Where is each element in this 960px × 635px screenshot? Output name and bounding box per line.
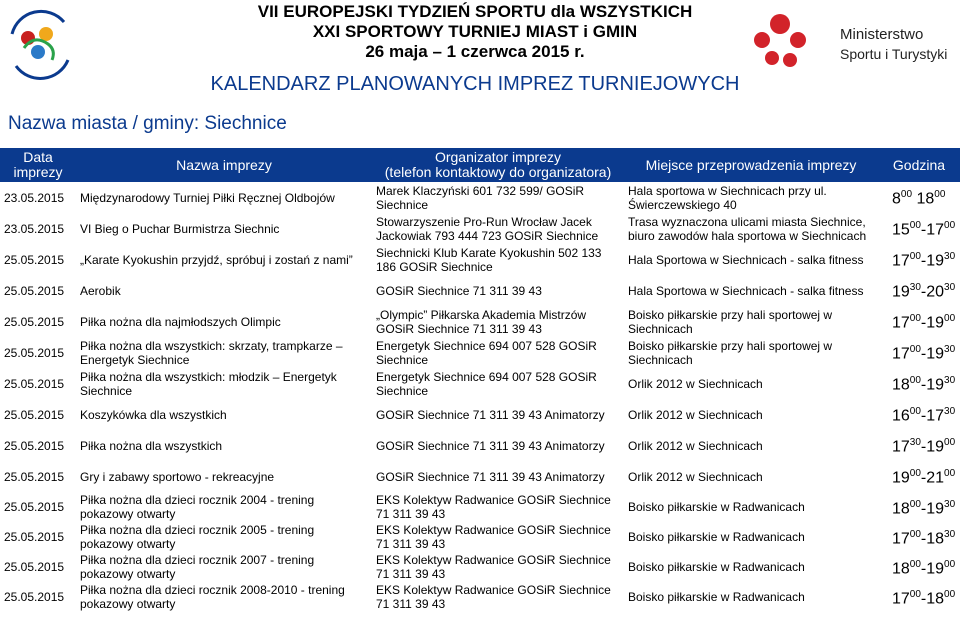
event-date: 23.05.2015 bbox=[4, 221, 65, 236]
title-line2: XXI SPORTOWY TURNIEJ MIAST i GMIN bbox=[312, 22, 638, 41]
event-date: 25.05.2015 bbox=[4, 530, 65, 544]
event-date: 25.05.2015 bbox=[4, 376, 65, 391]
event-name: Piłka nożna dla dzieci rocznik 2004 - trening pokazowy otwarty bbox=[80, 493, 315, 521]
event-name: Aerobik bbox=[80, 283, 121, 298]
event-hour bbox=[878, 492, 960, 522]
hour-h1: 18 bbox=[892, 500, 910, 518]
event-hour bbox=[878, 399, 960, 430]
event-organizer: „Olympic” Piłkarska Akademia Mistrzów GOSiR Siechnice 71 311 39 43 bbox=[376, 307, 587, 336]
hour-h2: 20 bbox=[926, 283, 945, 301]
col-date: Data imprezy bbox=[0, 148, 76, 182]
event-organizer: Siechnicki Klub Karate Kyokushin 502 133 186 GOSiR Siechnice bbox=[376, 245, 602, 274]
table-row bbox=[0, 213, 960, 244]
ministry-logo bbox=[752, 6, 952, 76]
hour-s2: 30 bbox=[944, 498, 956, 510]
event-organizer: EKS Kolektyw Radwanice GOSiR Siechnice 71 311 39 43 bbox=[376, 523, 611, 551]
hour-s1: 00 bbox=[909, 558, 921, 570]
event-name: Piłka nożna dla wszystkich: młodzik – Energetyk Siechnice bbox=[80, 369, 337, 398]
hour-h1: 19 bbox=[892, 283, 910, 301]
col-name: Nazwa imprezy bbox=[76, 148, 372, 182]
hour-s1: 00 bbox=[909, 375, 921, 387]
hour-h1: 17 bbox=[892, 438, 910, 456]
event-name: Piłka nożna dla najmłodszych Olimpic bbox=[80, 314, 281, 329]
hour-sep: - bbox=[920, 252, 927, 270]
event-name: Piłka nożna dla dzieci rocznik 2008-2010 - trening pokazowy otwarty bbox=[80, 583, 345, 611]
event-place: Orlik 2012 w Siechnicach bbox=[628, 469, 763, 484]
event-hour bbox=[878, 522, 960, 552]
event-organizer: GOSiR Siechnice 71 311 39 43 Animatorzy bbox=[376, 407, 605, 422]
event-name: Piłka nożna dla dzieci rocznik 2007 - trening pokazowy otwarty bbox=[80, 553, 315, 581]
event-name: Gry i zabawy sportowo - rekreacyjne bbox=[80, 469, 275, 484]
hour-h1: 16 bbox=[892, 407, 910, 425]
event-name: „Karate Kyokushin przyjdź, spróbuj i zostań z nami” bbox=[80, 252, 353, 267]
table-row bbox=[0, 306, 960, 337]
hour-h2: 19 bbox=[926, 438, 945, 456]
event-hour bbox=[878, 337, 960, 368]
event-name: Koszykówka dla wszystkich bbox=[80, 407, 227, 422]
hour-sep: - bbox=[920, 345, 927, 363]
event-hour bbox=[878, 461, 960, 492]
event-organizer: GOSiR Siechnice 71 311 39 43 bbox=[376, 283, 542, 298]
hour-h2: 18 bbox=[926, 530, 945, 548]
event-name: Międzynarodowy Turniej Piłki Ręcznej Oldbojów bbox=[80, 190, 335, 205]
hour-h1: 18 bbox=[892, 376, 910, 394]
hour-h1: 17 bbox=[892, 345, 910, 363]
event-hour bbox=[878, 306, 960, 337]
hour-s2: 00 bbox=[944, 588, 956, 600]
hour-s1: 00 bbox=[909, 313, 921, 325]
table-row bbox=[0, 244, 960, 275]
hour-sep: - bbox=[920, 469, 927, 487]
hour-s1: 00 bbox=[909, 251, 921, 263]
hour-sep: - bbox=[920, 590, 927, 608]
col-place: Miejsce przeprowadzenia imprezy bbox=[624, 148, 878, 182]
event-place: Orlik 2012 w Siechnicach bbox=[628, 407, 763, 422]
event-date: 25.05.2015 bbox=[4, 500, 65, 514]
event-hour bbox=[878, 244, 960, 275]
hour-h2: 18 bbox=[926, 590, 945, 608]
event-name: Piłka nożna dla dzieci rocznik 2005 - trening pokazowy otwarty bbox=[80, 523, 315, 551]
hour-h2: 19 bbox=[926, 252, 945, 270]
hour-s1: 30 bbox=[909, 437, 921, 449]
event-place: Boisko piłkarskie przy hali sportowej w Siechnicach bbox=[628, 307, 833, 336]
hour-sep: - bbox=[920, 560, 927, 578]
hour-h2: 19 bbox=[926, 376, 945, 394]
hour-h2: 19 bbox=[926, 314, 945, 332]
event-organizer: GOSiR Siechnice 71 311 39 43 Animatorzy bbox=[376, 438, 605, 453]
event-hour bbox=[878, 182, 960, 213]
table-row bbox=[0, 582, 960, 612]
event-date: 25.05.2015 bbox=[4, 314, 65, 329]
hour-h1: 8 bbox=[892, 190, 901, 208]
hour-sep: - bbox=[920, 314, 927, 332]
event-date: 25.05.2015 bbox=[4, 345, 65, 360]
hour-s2: 00 bbox=[944, 313, 956, 325]
title-line1: VII EUROPEJSKI TYDZIEŃ SPORTU dla WSZYSTKICH bbox=[257, 2, 693, 21]
hour-s2: 30 bbox=[944, 375, 956, 387]
hour-s2: 00 bbox=[944, 558, 956, 570]
events-table bbox=[0, 148, 960, 612]
hour-s1: 00 bbox=[909, 468, 921, 480]
hour-h1: 19 bbox=[892, 469, 910, 487]
document-header bbox=[0, 0, 960, 140]
event-place: Hala sportowa w Siechnicach przy ul. Świerczewskiego 40 bbox=[628, 183, 827, 212]
hour-sep: - bbox=[920, 221, 927, 239]
hour-h1: 17 bbox=[892, 530, 910, 548]
event-name: Piłka nożna dla wszystkich: skrzaty, trampkarze – Energetyk Siechnice bbox=[80, 338, 343, 367]
hour-s2: 00 bbox=[934, 189, 946, 201]
hour-s2: 00 bbox=[944, 468, 956, 480]
hour-s1: 00 bbox=[900, 189, 913, 201]
hour-s1: 00 bbox=[909, 588, 921, 600]
table-row bbox=[0, 461, 960, 492]
event-organizer: Energetyk Siechnice 694 007 528 GOSiR Siechnice bbox=[376, 369, 597, 398]
table-row bbox=[0, 275, 960, 306]
event-place: Hala Sportowa w Siechnicach - salka fitness bbox=[628, 283, 864, 298]
event-hour bbox=[878, 552, 960, 582]
event-date: 25.05.2015 bbox=[4, 283, 65, 298]
event-place: Orlik 2012 w Siechnicach bbox=[628, 438, 763, 453]
hour-s1: 00 bbox=[909, 344, 921, 356]
hour-s2: 30 bbox=[944, 528, 956, 540]
event-place: Boisko piłkarskie w Radwanicach bbox=[628, 560, 805, 574]
hour-h2: 19 bbox=[926, 500, 945, 518]
col-hour: Godzina bbox=[878, 148, 960, 182]
table-row bbox=[0, 430, 960, 461]
table-row bbox=[0, 337, 960, 368]
event-date: 25.05.2015 bbox=[4, 469, 65, 484]
event-name: VI Bieg o Puchar Burmistrza Siechnic bbox=[80, 221, 280, 236]
hour-s2: 30 bbox=[944, 406, 956, 418]
col-organizer: Organizator imprezy (telefon kontaktowy do organizatora) bbox=[372, 148, 624, 182]
hour-s2: 30 bbox=[944, 251, 956, 263]
city-name: Nazwa miasta / gminy: Siechnice bbox=[8, 113, 287, 134]
event-organizer: EKS Kolektyw Radwanice GOSiR Siechnice 71 311 39 43 bbox=[376, 583, 611, 611]
hour-sep: - bbox=[920, 407, 927, 425]
hour-h2: 19 bbox=[926, 345, 945, 363]
event-place: Boisko piłkarskie w Radwanicach bbox=[628, 530, 805, 544]
event-name: Piłka nożna dla wszystkich bbox=[80, 438, 223, 453]
hour-h2: 17 bbox=[926, 221, 945, 239]
event-place: Boisko piłkarskie w Radwanicach bbox=[628, 590, 805, 604]
hour-sep: - bbox=[920, 438, 927, 456]
event-organizer: EKS Kolektyw Radwanice GOSiR Siechnice 71 311 39 43 bbox=[376, 493, 611, 521]
event-organizer: Stowarzyszenie Pro-Run Wrocław Jacek Jackowiak 793 444 723 GOSiR Siechnice bbox=[376, 214, 599, 243]
title-block bbox=[190, 2, 760, 96]
hour-s1: 30 bbox=[909, 282, 921, 294]
hour-h2: 19 bbox=[926, 560, 945, 578]
table-row bbox=[0, 399, 960, 430]
hour-sep: - bbox=[920, 530, 927, 548]
ministry-emblem-icon bbox=[752, 10, 832, 72]
event-date: 25.05.2015 bbox=[4, 438, 65, 453]
event-hour bbox=[878, 213, 960, 244]
event-hour bbox=[878, 430, 960, 461]
hour-s1: 00 bbox=[909, 220, 921, 232]
hour-h2: 17 bbox=[926, 407, 945, 425]
event-date: 23.05.2015 bbox=[4, 190, 65, 205]
table-row bbox=[0, 552, 960, 582]
event-hour bbox=[878, 275, 960, 306]
ministry-name-line1: Ministerstwo bbox=[840, 26, 924, 43]
hour-s2: 30 bbox=[944, 344, 956, 356]
hour-h1: 17 bbox=[892, 314, 910, 332]
event-place: Boisko piłkarskie w Radwanicach bbox=[628, 500, 805, 514]
table-row bbox=[0, 368, 960, 399]
hour-sep: - bbox=[920, 283, 927, 301]
hour-h2: 18 bbox=[916, 190, 935, 208]
hour-h1: 17 bbox=[892, 590, 910, 608]
event-place: Trasa wyznaczona ulicami miasta Siechnice, biuro zawodów hala sportowa w Siechnicach bbox=[628, 214, 867, 243]
hour-h1: 18 bbox=[892, 560, 910, 578]
event-organizer: Marek Klaczyński 601 732 599/ GOSiR Siechnice bbox=[376, 183, 585, 212]
event-organizer: GOSiR Siechnice 71 311 39 43 Animatorzy bbox=[376, 469, 605, 484]
hour-sep: - bbox=[920, 376, 927, 394]
event-date: 25.05.2015 bbox=[4, 590, 65, 604]
ministry-name-line2: Sportu i Turystyki bbox=[840, 46, 948, 62]
event-date: 25.05.2015 bbox=[4, 560, 65, 574]
title-line3: 26 maja – 1 czerwca 2015 r. bbox=[365, 42, 585, 61]
federation-logo bbox=[4, 4, 76, 84]
hour-s2: 30 bbox=[944, 282, 956, 294]
hour-h2: 21 bbox=[926, 469, 945, 487]
calendar-title: KALENDARZ PLANOWANYCH IMPREZ TURNIEJOWYCH bbox=[210, 73, 740, 95]
event-date: 25.05.2015 bbox=[4, 252, 65, 267]
hour-s2: 00 bbox=[944, 220, 956, 232]
hour-s2: 00 bbox=[944, 437, 956, 449]
event-place: Orlik 2012 w Siechnicach bbox=[628, 376, 763, 391]
hour-h1: 17 bbox=[892, 252, 910, 270]
hour-h1: 15 bbox=[892, 221, 910, 239]
table-header-row bbox=[0, 148, 960, 182]
hour-s1: 00 bbox=[909, 406, 921, 418]
table-row bbox=[0, 492, 960, 522]
table-row bbox=[0, 182, 960, 213]
hour-s1: 00 bbox=[909, 498, 921, 510]
event-hour bbox=[878, 368, 960, 399]
event-organizer: EKS Kolektyw Radwanice GOSiR Siechnice 71 311 39 43 bbox=[376, 553, 611, 581]
event-date: 25.05.2015 bbox=[4, 407, 65, 422]
event-hour bbox=[878, 582, 960, 612]
event-place: Boisko piłkarskie przy hali sportowej w Siechnicach bbox=[628, 338, 833, 367]
hour-sep: - bbox=[920, 500, 927, 518]
hour-s1: 00 bbox=[909, 528, 921, 540]
table-row bbox=[0, 522, 960, 552]
event-organizer: Energetyk Siechnice 694 007 528 GOSiR Siechnice bbox=[376, 338, 597, 367]
event-place: Hala Sportowa w Siechnicach - salka fitness bbox=[628, 252, 864, 267]
